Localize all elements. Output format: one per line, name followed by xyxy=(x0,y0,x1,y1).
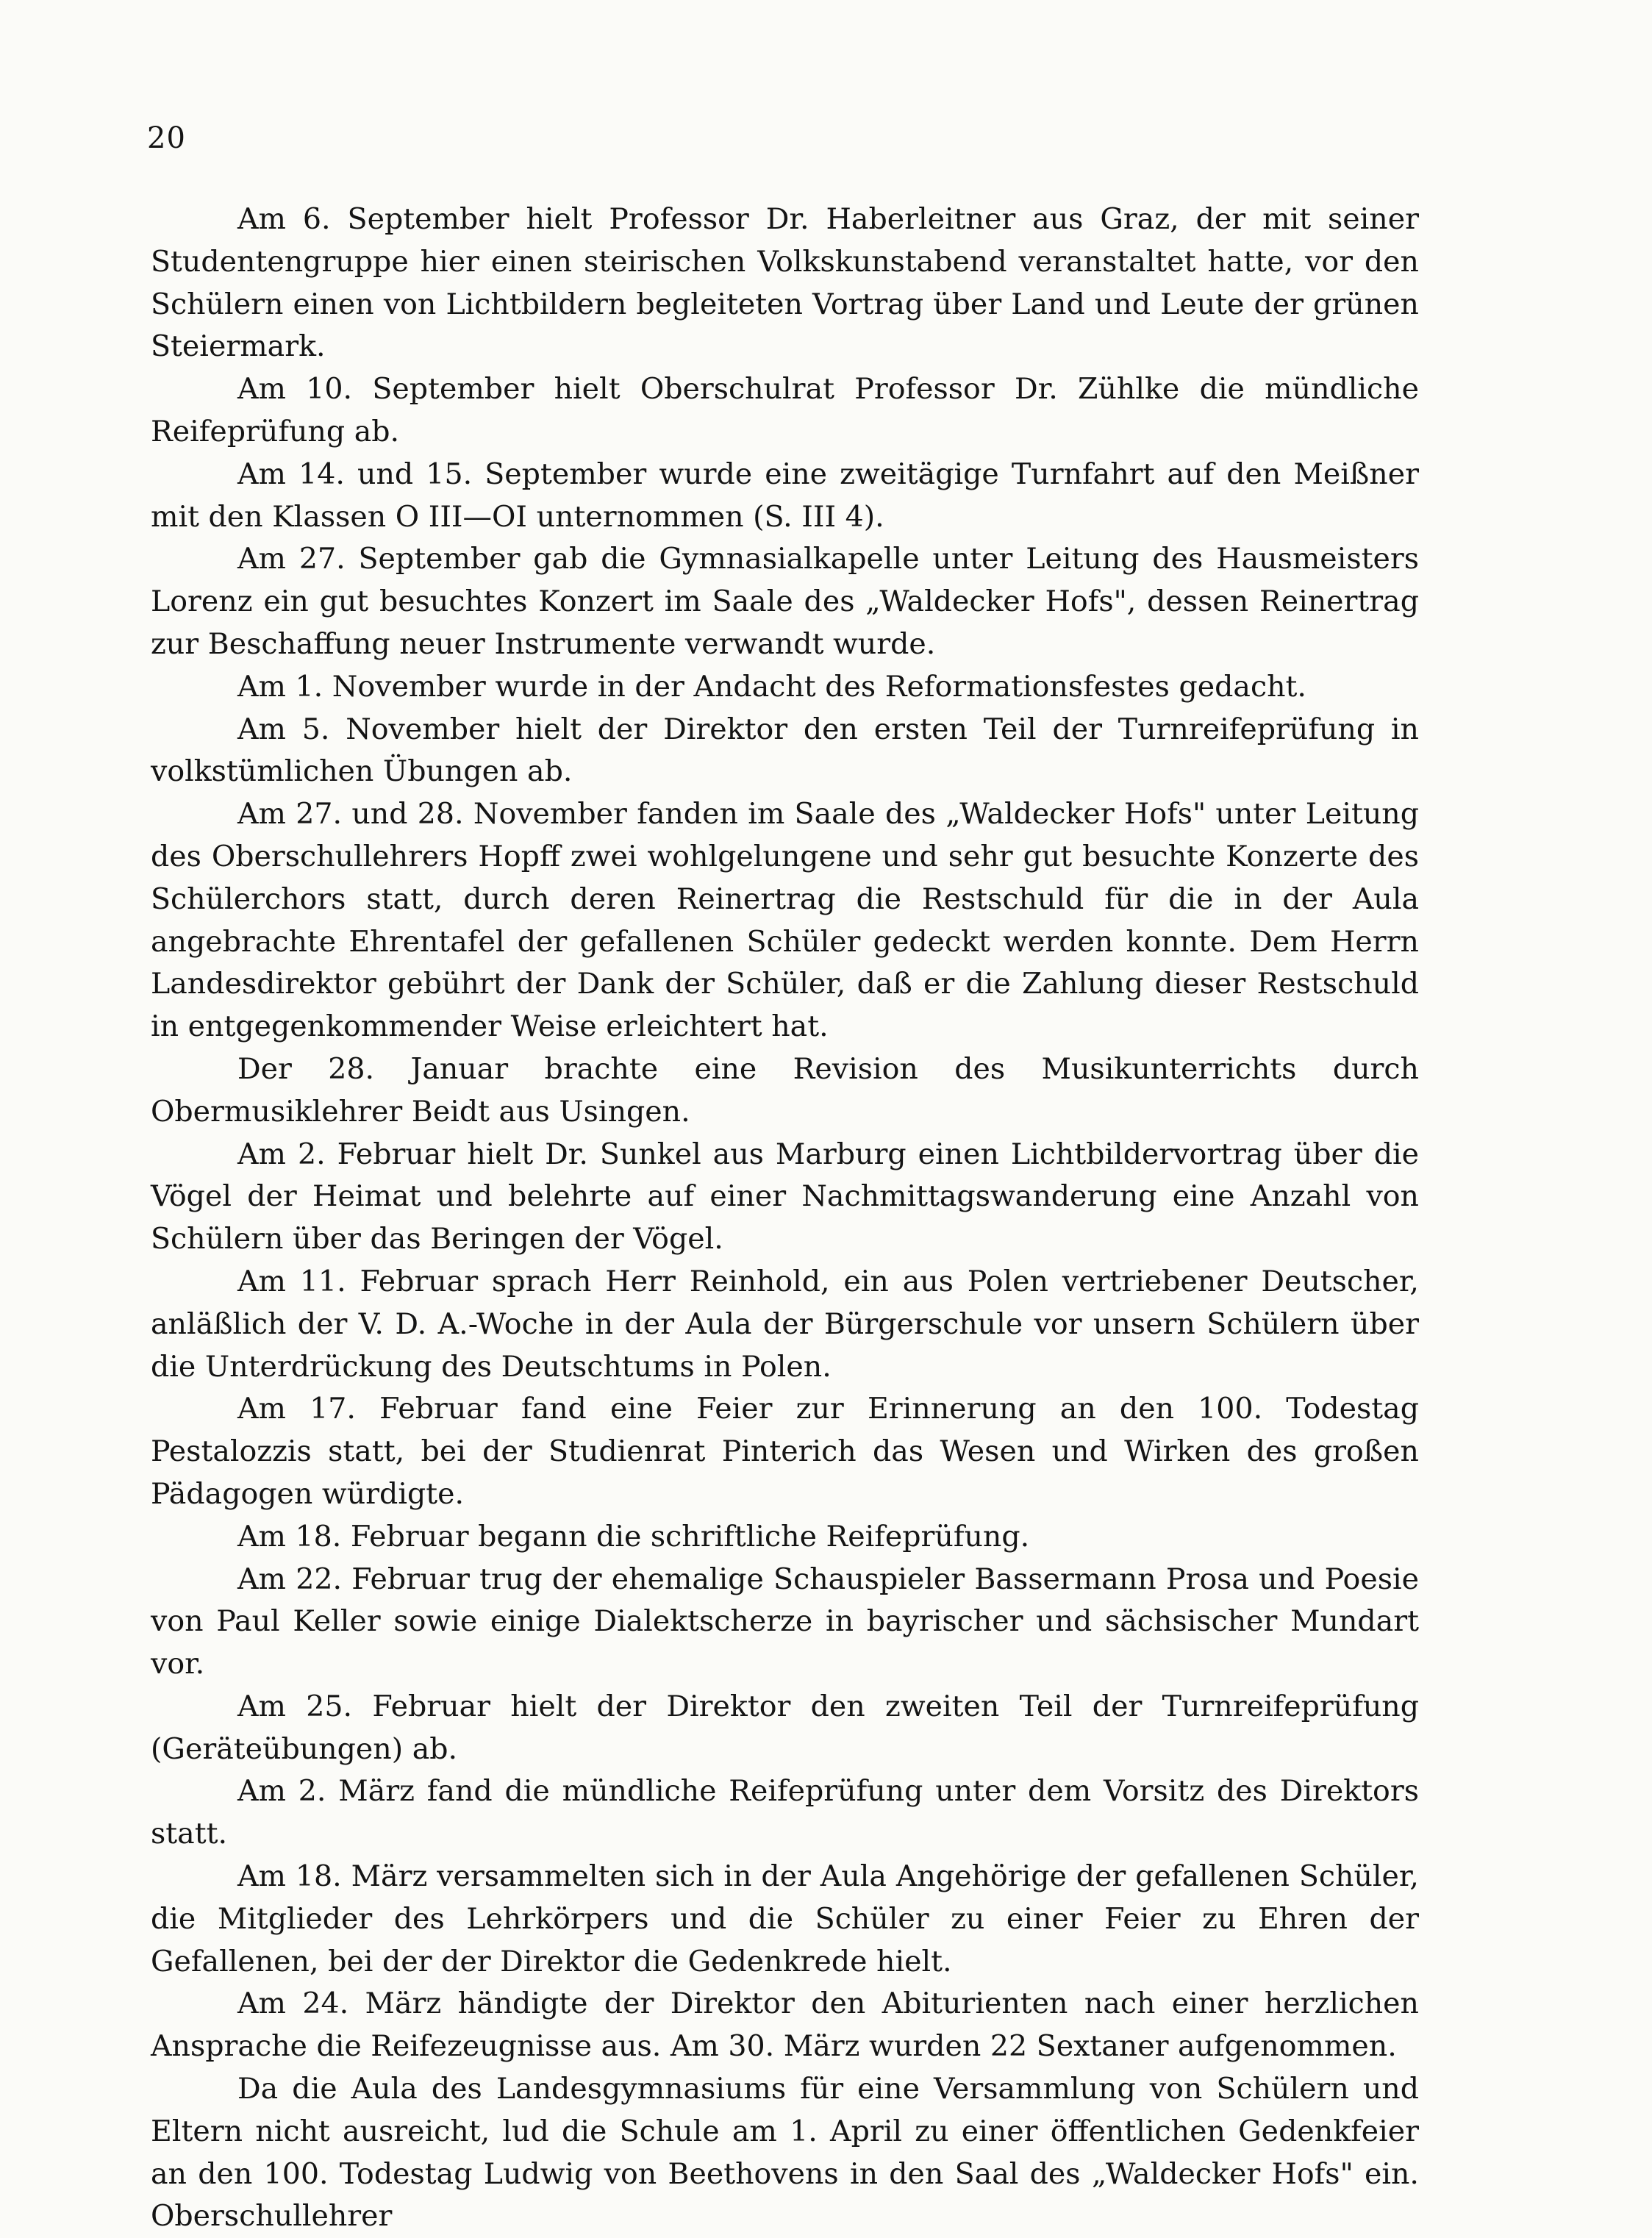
paragraph-schriftliche-pruefung: Am 18. Februar begann die schriftliche Reifeprüfung. xyxy=(237,1519,1030,1554)
paragraph-gedenkfeier-gefallene: Am 18. März versammelten sich in der Aula Angehörige der gefallenen Schüler, die Mitglieder des Lehrkörpers und die Schüler zu einer Feier zu Ehren der Gefallenen, bei der der Direktor die Gedenkrede hielt. xyxy=(151,1859,1419,1978)
paragraph-abiturienten: Am 24. März händigte der Direktor den Abiturienten nach einer herzlichen Ansprache die Reifezeugnisse aus. Am 30. März wurden 22 Sextaner aufgenommen. xyxy=(151,1987,1419,2064)
paragraph-pestalozzi: Am 17. Februar fand eine Feier zur Erinnerung an den 100. Todestag Pestalozzis statt, bei der Studienrat Pinterich das Wesen und Wirken des großen Pädagogen würdigte. xyxy=(151,1392,1419,1511)
paragraph-sunkel: Am 2. Februar hielt Dr. Sunkel aus Marburg einen Lichtbildervortrag über die Vögel der Heimat und belehrte auf einer Nachmittagswanderung eine Anzahl von Schülern über das Beringen der Vögel. xyxy=(151,1137,1419,1256)
paragraph-gymnasialkapelle: Am 27. September gab die Gymnasialkapelle unter Leitung des Hausmeisters Lorenz ein gut besuchtes Konzert im Saale des „Waldecker Hofs", dessen Reinertrag zur Beschaffung neuer Instrumente verwandt wurde. xyxy=(151,542,1419,661)
paragraph-muendliche-pruefung: Am 2. März fand die mündliche Reifeprüfung unter dem Vorsitz des Direktors statt. xyxy=(151,1774,1419,1851)
paragraph-haberleitner: Am 6. September hielt Professor Dr. Haberleitner aus Graz, der mit seiner Studentengruppe hier einen steirischen Volkskunstabend veranstaltet hatte, vor den Schülern einen von Lichtbildern begleiteten Vortrag über Land und Leute der grünen Steiermark. xyxy=(151,202,1419,364)
paragraph-zuehlke: Am 10. September hielt Oberschulrat Professor Dr. Zühlke die mündliche Reifeprüfung ab. xyxy=(151,372,1419,448)
paragraph-beethoven: Da die Aula des Landesgymnasiums für eine Versammlung von Schülern und Eltern nicht ausreicht, lud die Schule am 1. April zu einer öffentlichen Gedenkfeier an den 100. Todestag Ludwig von Beethovens in den Saal des „Waldecker Hofs" ein. Oberschullehrer xyxy=(151,2072,1419,2234)
paragraph-turnreifepruefung-1: Am 5. November hielt der Direktor den ersten Teil der Turnreifeprüfung in volkstümlichen Übungen ab. xyxy=(151,712,1419,789)
paragraph-schuelerchor: Am 27. und 28. November fanden im Saale des „Waldecker Hofs" unter Leitung des Oberschullehrers Hopff zwei wohlgelungene und sehr gut besuchte Konzerte des Schülerchors statt, durch deren Reinertrag die Restschuld für die in der Aula angebrachte Ehrentafel der gefallenen Schüler gedeckt werden konnte. Dem Herrn Landesdirektor gebührt der Dank der Schüler, daß er die Zahlung dieser Restschuld in entgegenkommender Weise erleichtert hat. xyxy=(151,797,1419,1044)
paragraph-turnreifepruefung-2: Am 25. Februar hielt der Direktor den zweiten Teil der Turnreifeprüfung (Geräteübungen) ab. xyxy=(151,1689,1419,1766)
paragraph-reinhold: Am 11. Februar sprach Herr Reinhold, ein aus Polen vertriebener Deutscher, anläßlich der V. D. A.-Woche in der Aula der Bürgerschule vor unsern Schülern über die Unterdrückung des Deutschtums in Polen. xyxy=(151,1264,1419,1384)
body-text xyxy=(151,199,1419,2238)
page-number: 20 xyxy=(147,121,186,155)
paragraph-reformationsfest: Am 1. November wurde in der Andacht des Reformationsfestes gedacht. xyxy=(237,669,1306,704)
paragraph-turnfahrt: Am 14. und 15. September wurde eine zweitägige Turnfahrt auf den Meißner mit den Klassen O III—OI unternommen (S. III 4). xyxy=(151,457,1419,534)
paragraph-musikrevision: Der 28. Januar brachte eine Revision des Musikunterrichts durch Obermusiklehrer Beidt aus Usingen. xyxy=(151,1051,1419,1129)
paragraph-bassermann: Am 22. Februar trug der ehemalige Schauspieler Bassermann Prosa und Poesie von Paul Keller sowie einige Dialektscherze in bayrischer und sächsischer Mundart vor. xyxy=(151,1562,1419,1681)
